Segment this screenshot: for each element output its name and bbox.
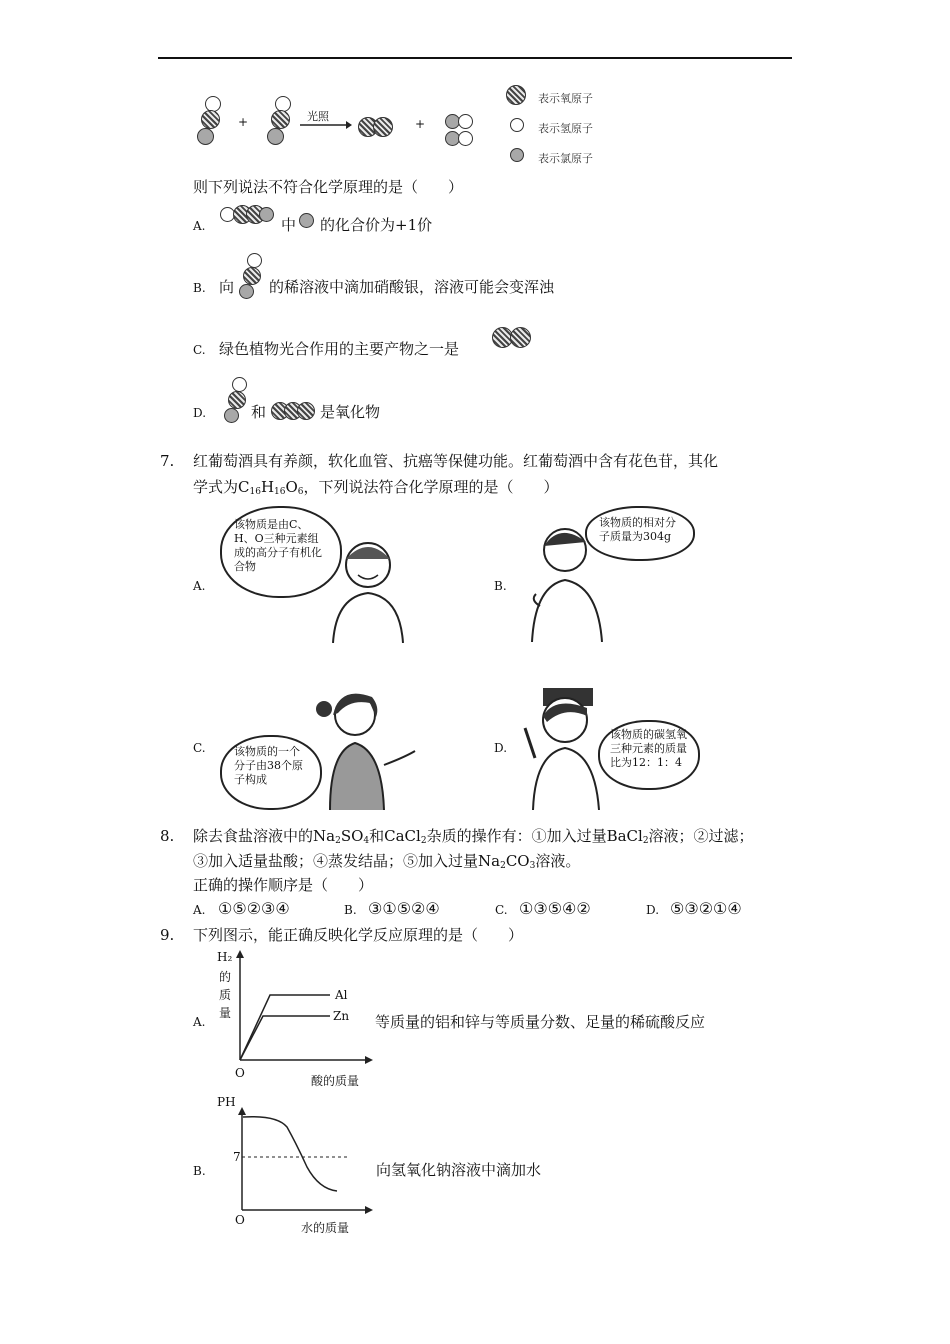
q8-sub: 2 xyxy=(335,836,341,846)
arrow-icon xyxy=(300,120,352,130)
q6-option-d-mid: 和 xyxy=(251,403,267,421)
y-axis-label: H₂ xyxy=(217,950,233,964)
boy-illustration xyxy=(520,520,610,642)
q7-stem-line1: 红葡萄酒具有养颜，软化血管、抗癌等保健功能。红葡萄酒中含有花色苷，其化 xyxy=(193,452,719,470)
x-axis-label: 酸的质量 xyxy=(311,1074,360,1088)
oxygen-atom xyxy=(510,327,531,348)
q6-option-c-label: C. xyxy=(193,343,206,357)
q7-formula-c: 学式为C xyxy=(193,478,250,496)
reaction-diagram xyxy=(190,90,630,165)
chlorine-atom xyxy=(239,284,254,299)
q8-text: 和CaCl xyxy=(369,827,421,845)
q7-option-c-bubble: 该物质的一个分子由38个原子构成 xyxy=(220,735,322,810)
q8-option-d-value: ⑤③②①④ xyxy=(670,899,742,918)
q8-sub: 4 xyxy=(363,836,370,846)
q7-number: 7. xyxy=(160,452,175,470)
chlorine-atom xyxy=(197,128,214,145)
q8-text: SO xyxy=(340,827,364,845)
q8-text: 除去食盐溶液中的Na xyxy=(193,827,336,845)
y-axis-label: 的 xyxy=(219,970,232,984)
plus-sign: + xyxy=(238,115,249,129)
tick-label-7: 7 xyxy=(233,1150,241,1164)
q8-sub: 2 xyxy=(500,861,506,871)
q9-option-a-caption: 等质量的铝和锌与等质量分数、足量的稀硫酸反应 xyxy=(375,1013,706,1031)
q7-option-b-label: B. xyxy=(494,579,507,593)
q9-graph-b xyxy=(215,1095,375,1240)
q8-option-b-value: ③①⑤②④ xyxy=(368,899,440,918)
arrow-label: 光照 xyxy=(307,110,329,123)
oxygen-atom xyxy=(228,391,246,409)
hclo-molecule xyxy=(236,253,266,303)
q8-text: 杂质的操作有：①加入过量BaCl xyxy=(426,827,643,845)
q6-option-a-label: A. xyxy=(193,219,206,233)
q7-formula-h: H xyxy=(260,478,275,496)
q8-text: ③加入适量盐酸；④蒸发结晶；⑤加入过量Na xyxy=(193,852,501,870)
graph-b-axes xyxy=(237,1105,375,1215)
q7-option-b-bubble: 该物质的相对分子质量为304g xyxy=(585,506,695,561)
q8-sub: 2 xyxy=(642,836,649,846)
q6-option-b-label: B. xyxy=(193,281,206,295)
q6-option-c-text: 绿色植物光合作用的主要产物之一是 xyxy=(219,340,460,358)
chlorine-atom xyxy=(299,213,314,228)
oxygen-atom xyxy=(297,402,315,420)
chlorine-atom xyxy=(267,128,284,145)
q9-option-b-caption: 向氢氧化钠溶液中滴加水 xyxy=(376,1161,542,1179)
q6-option-a-tail: 的化合价为+1价 xyxy=(320,216,433,234)
q8-option-a-value: ①⑤②③④ xyxy=(218,899,290,918)
hydrogen-atom xyxy=(232,377,247,392)
chlorine-atom xyxy=(259,207,274,222)
q8-option-b-label: B. xyxy=(344,903,357,917)
q7-formula-sub: 16 xyxy=(249,487,261,497)
q8-option-a-label: A. xyxy=(193,903,206,917)
x-axis-label: 水的质量 xyxy=(301,1221,350,1235)
y-axis-label: 量 xyxy=(219,1006,232,1020)
origin-label: O xyxy=(235,1066,245,1080)
q7-formula-sub: 6 xyxy=(297,487,304,497)
oxygen-atom xyxy=(373,117,393,137)
q8-option-c-value: ①③⑤④② xyxy=(519,899,591,918)
legend-oxygen-label: 表示氧原子 xyxy=(538,92,593,105)
q7-option-d-bubble: 该物质的碳氢氧三种元素的质量比为12：1：4 xyxy=(598,720,700,790)
q6-stem: 则下列说法不符合化学原理的是（ ） xyxy=(193,178,464,196)
y-axis-label: PH xyxy=(217,1095,236,1109)
al-line xyxy=(240,995,330,1060)
q6-option-a-mid: 中 xyxy=(281,216,297,234)
q6-option-b-pre: 向 xyxy=(219,278,235,296)
legend-chlorine-label: 表示氯原子 xyxy=(538,152,593,165)
q6-option-b-tail: 的稀溶液中滴加硝酸银，溶液可能会变浑浊 xyxy=(269,278,555,296)
chlorine-atom xyxy=(224,408,239,423)
series-label-zn: Zn xyxy=(333,1009,350,1023)
legend-chlorine-icon xyxy=(510,148,524,162)
q9-stem: 下列图示，能正确反映化学反应原理的是（ ） xyxy=(193,926,524,944)
q7-option-c-label: C. xyxy=(193,741,206,755)
q8-option-c-label: C. xyxy=(495,903,508,917)
q8-stem-line2 xyxy=(193,854,580,871)
q7-option-a-label: A. xyxy=(193,579,206,593)
oxygen-atom xyxy=(271,110,290,129)
plus-sign: + xyxy=(415,117,426,131)
q6-option-d-tail: 是氧化物 xyxy=(320,403,381,421)
q7-option-d-label: D. xyxy=(494,741,508,755)
hydrogen-atom xyxy=(458,131,473,146)
q8-text: CO xyxy=(505,852,530,870)
q7-stem-line2 xyxy=(193,480,559,497)
zn-line xyxy=(240,1016,330,1060)
y-axis-label: 质 xyxy=(219,988,232,1002)
header-rule xyxy=(158,57,792,59)
q8-text: 溶液。 xyxy=(535,852,581,870)
hclo-molecule xyxy=(220,205,280,227)
q8-option-d-label: D. xyxy=(646,903,660,917)
q8-sub: 3 xyxy=(529,861,536,871)
hclo-molecule xyxy=(221,377,251,427)
hydrogen-atom xyxy=(247,253,262,268)
oxygen-atom xyxy=(243,267,261,285)
series-label-al: Al xyxy=(335,988,348,1002)
q7-formula-sub: 16 xyxy=(274,487,286,497)
legend-hydrogen-label: 表示氢原子 xyxy=(538,122,593,135)
q8-stem-line1 xyxy=(193,829,754,846)
q9-graph-a xyxy=(215,950,375,1090)
legend-oxygen-icon xyxy=(506,85,526,105)
oxygen-atom xyxy=(201,110,220,129)
q7-option-a-bubble: 该物质是由C、H、O三种元素组成的高分子有机化合物 xyxy=(220,506,342,598)
girl-illustration xyxy=(300,685,420,810)
q9-option-b-label: B. xyxy=(193,1164,206,1178)
q8-sub: 2 xyxy=(420,836,427,846)
ph-curve xyxy=(243,1117,337,1191)
q8-stem-line3: 正确的操作顺序是（ ） xyxy=(193,876,374,894)
legend-hydrogen-icon xyxy=(510,118,524,132)
boy-illustration xyxy=(515,688,610,810)
origin-label: O xyxy=(235,1213,245,1227)
q9-number: 9. xyxy=(160,926,175,944)
q8-text: 溶液；②过滤； xyxy=(648,827,754,845)
graph-a-axes xyxy=(235,950,375,1065)
boy-illustration xyxy=(318,535,418,643)
hydrogen-atom xyxy=(458,114,473,129)
q6-option-d-label: D. xyxy=(193,406,207,420)
q7-formula-o: O xyxy=(285,478,298,496)
q8-number: 8. xyxy=(160,827,175,845)
q7-stem-tail: ，下列说法符合化学原理的是（ ） xyxy=(303,478,559,496)
q9-option-a-label: A. xyxy=(193,1015,206,1029)
